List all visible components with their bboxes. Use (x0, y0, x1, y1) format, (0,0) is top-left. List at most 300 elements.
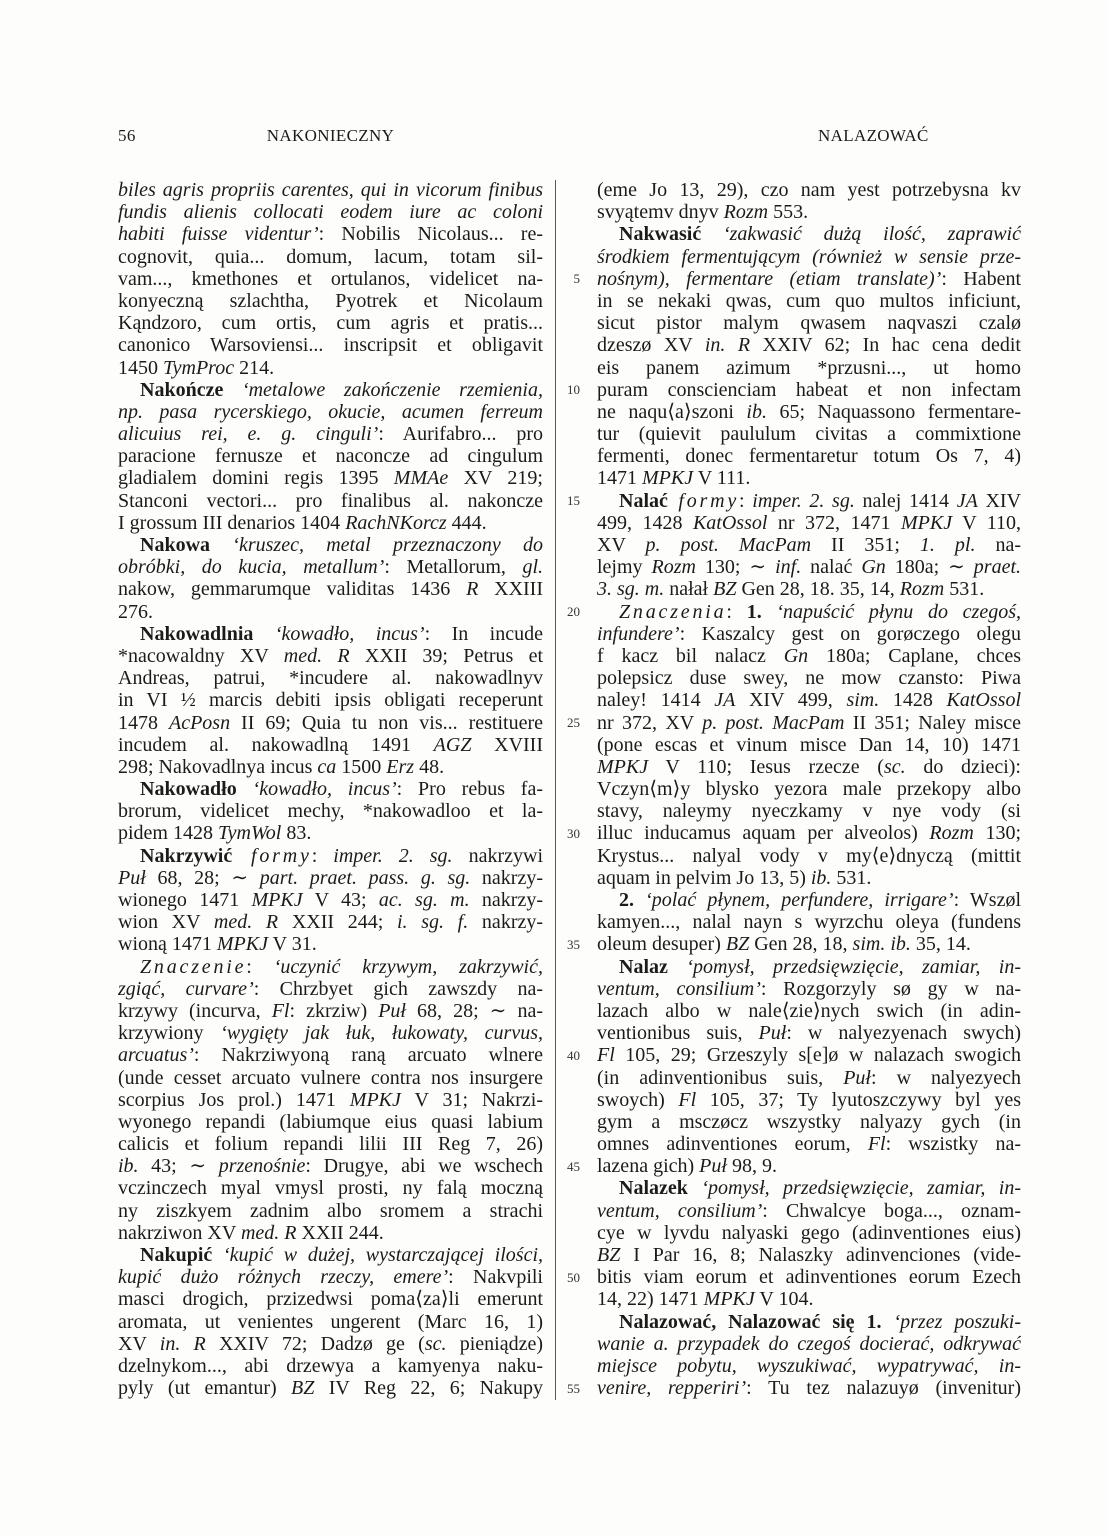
italic-segment: p. post. MacPam (645, 534, 812, 556)
text-segment: 83. (281, 822, 312, 845)
text-segment: V 110, (952, 511, 1021, 534)
text-segment: 43; (138, 1155, 190, 1178)
text-segment: krzywiony (118, 1022, 221, 1045)
italic-segment: TymWol (218, 822, 282, 845)
left-column-line (118, 667, 543, 689)
left-column-line (118, 756, 543, 778)
line-number: 10 (567, 381, 580, 397)
italic-segment: MPKJ (703, 1288, 755, 1311)
text-segment: 68, 28; ∼ na- (405, 999, 543, 1022)
italic-segment: TymProc (163, 356, 235, 379)
right-column-line (597, 800, 1021, 822)
italic-segment: ‘uczynić krzywym, zakrzywić, (273, 955, 543, 978)
text-segment: Krystus... nalyal vody v my⟨e⟩dnyczą (mittit (597, 844, 1021, 867)
line-number: 20 (567, 603, 580, 619)
italic-segment: AGZ (433, 733, 472, 756)
left-column-line (118, 956, 543, 978)
text-segment: 1500 (336, 755, 387, 778)
text-segment: tur (quievit paululum civitas a commixtione (597, 423, 1021, 446)
text-segment: : Chwalcye boga..., oznam- (762, 1199, 1021, 1222)
italic-segment: MPKJ (900, 511, 953, 534)
text-segment: 553. (768, 201, 809, 224)
left-column-line (118, 578, 543, 600)
text-segment: nr 372, 1471 (767, 511, 901, 534)
italic-segment: ‘zakwasić dużą ilość, zaprawić (701, 223, 1021, 246)
left-column-line (118, 911, 543, 933)
text-segment: 130; (973, 822, 1021, 845)
text-segment: : wszistky na- (885, 1133, 1021, 1156)
italic-segment: Gn (861, 556, 886, 579)
right-column-line (597, 601, 1021, 623)
text-segment: XV 219; (448, 467, 543, 490)
spaced-label: Znaczenia (619, 600, 727, 623)
text-segment: XXIII (478, 578, 543, 601)
text-segment: 98, 9. (726, 1155, 777, 1178)
left-column-line (118, 734, 543, 756)
text-segment: nakow, gemmarumque validitas 1436 (118, 578, 467, 601)
italic-segment: ‘pomysł, przedsięwzięcie, zamiar, in- (687, 1177, 1021, 1200)
text-segment: : Nakvpili (448, 1266, 543, 1289)
text-segment: fermenti, donec fermentaretur totum Os 7, 4) (597, 445, 1021, 468)
left-column-line (118, 534, 543, 556)
italic-segment: BZ (597, 1244, 621, 1266)
text-segment: pyly (ut emantur) (118, 1377, 292, 1400)
italic-segment: 3. sg. m. (597, 578, 665, 601)
left-column-line (118, 933, 543, 955)
italic-segment: ∼ praet. (948, 556, 1021, 579)
left-column-line (118, 556, 543, 578)
text-segment: XIV (977, 489, 1021, 512)
text-segment: XV (118, 1332, 160, 1355)
left-column-line (118, 312, 543, 334)
left-column-line (118, 1067, 543, 1089)
italic-segment: med. R (240, 1221, 297, 1244)
text-segment: : Pro rebus fa- (396, 778, 543, 801)
right-column-line (597, 357, 1021, 379)
text-segment: omnes adinventiones eorum, (597, 1133, 868, 1156)
line-number: 45 (567, 1158, 580, 1174)
italic-segment: ib. (118, 1155, 139, 1178)
text-segment: pidem 1428 (118, 822, 218, 845)
right-column-line (597, 889, 1021, 911)
left-column-line (118, 223, 543, 245)
text-segment: nakrzy- (469, 889, 543, 911)
text-segment: Andreas, patrui, *incudere al. nakowadlnyv (118, 667, 543, 690)
italic-segment: MPKJ (597, 755, 649, 778)
italic-segment: AcPosn (168, 711, 231, 734)
italic-segment: MPKJ (251, 889, 303, 911)
line-number: 30 (567, 825, 580, 841)
left-column-line (118, 1266, 543, 1288)
right-column-line (597, 1000, 1021, 1022)
headword: 2. (619, 889, 634, 911)
text-segment: nr 372, XV (597, 711, 703, 734)
italic-segment: JA (714, 689, 736, 712)
text-segment: vczinczech myal vmysl prosti, ny falą moczną (118, 1177, 543, 1200)
text-segment: in se nekaki qwas, cum quo multos inficiunt, (597, 289, 1021, 312)
text-segment: ventionibus suis, (597, 1022, 759, 1045)
text-segment: II 69; Quia tu non vis... restituere (230, 711, 543, 734)
text-segment: XV (597, 534, 646, 556)
running-head-right: NALAZOWAĆ (818, 126, 929, 145)
text-segment: 65; Naquassono fermentare- (766, 400, 1021, 423)
text-segment: 105, 29; Grzeszyly s[e]ø w nalazach swogich (614, 1044, 1021, 1067)
left-column-line (118, 623, 543, 645)
text-segment: wion XV (118, 911, 214, 934)
headword: Nakończe (140, 378, 224, 401)
text-segment: 531. (944, 578, 985, 601)
italic-segment: Rozm (899, 578, 945, 601)
italic-segment: ‘kowadło, incus’ (253, 622, 425, 645)
text-segment: aromata, ut venientes ungerent (Marc 16, 1) (118, 1310, 543, 1333)
left-column-line (118, 445, 543, 467)
left-column-line (118, 689, 543, 711)
right-column-line (597, 911, 1021, 933)
text-segment: ny ziszkyem zadnim albo sromem a strachi (118, 1199, 543, 1222)
right-column-line (597, 689, 1021, 711)
text-segment: XXIV 62; In hac cena dedit (750, 334, 1021, 357)
italic-segment: ‘kupić w dużej, wystarczającej ilości, (212, 1244, 543, 1266)
line-number: 5 (573, 270, 580, 286)
text-segment: puram conscienciam habeat et non infectam (597, 378, 1021, 401)
left-column-line (118, 1177, 543, 1199)
text-segment: (pone escas et vinum misce Dan 14, 10) 1471 (597, 733, 1021, 756)
left-column-line (118, 201, 543, 223)
text-segment: nałał (664, 578, 714, 601)
text-segment: : Wszøl (953, 889, 1021, 911)
italic-segment: gl. (522, 556, 543, 579)
line-number: 50 (567, 1269, 580, 1285)
text-segment: Gen 28, 18, (749, 933, 853, 956)
text-segment: IV Reg 22, 6; Nakupy (314, 1377, 543, 1400)
left-column-line (118, 1022, 543, 1044)
right-column-line (597, 1133, 1021, 1155)
right-column-line (597, 1089, 1021, 1111)
text-segment: 180a; Caplane, chces (808, 644, 1021, 667)
left-column-line (118, 800, 543, 822)
right-column-line (597, 822, 1021, 844)
text-segment: lazach albo w nale⟨zie⟩nych swich (in adin- (597, 999, 1021, 1022)
text-segment: 130; (695, 556, 750, 579)
italic-segment: RachNKorcz (345, 511, 447, 534)
text-segment: V 43; (302, 889, 379, 911)
headword: Nakowadło (140, 778, 237, 801)
italic-segment: sim. (846, 689, 880, 712)
italic-segment: MPKJ (349, 1088, 401, 1111)
left-column-line (118, 268, 543, 290)
left-column-line (118, 401, 543, 423)
italic-segment: ca (317, 755, 337, 778)
italic-segment: np. pasa rycerskiego, okucie, acumen ferreum (118, 400, 543, 423)
text-segment: do dzieci): (905, 755, 1021, 778)
italic-segment: BZ (713, 578, 737, 601)
text-segment: : Nakrziwyoną raną arcuato wlnere (193, 1044, 543, 1067)
italic-segment: ∼ inf. (749, 556, 802, 579)
text-segment: wyonego repandi (labiumque eius quasi labium (118, 1110, 543, 1133)
text-segment: : Chrzbyet gich zawszdy na- (253, 977, 543, 1000)
italic-segment: ‘napuścić płynu do czegoś, (761, 600, 1021, 623)
text-segment: : (739, 489, 753, 512)
left-column-line (118, 290, 543, 312)
text-segment: krzywy (incurva, (118, 999, 272, 1022)
right-column-line (597, 379, 1021, 401)
text-segment: konyeczną szlachtha, Pyotrek et Nicolaum (118, 289, 543, 312)
text-segment: I grossum III denarios 1404 (118, 511, 346, 534)
italic-segment: BZ (725, 933, 750, 956)
text-segment: : Nobilis Nicolaus... re- (318, 223, 543, 246)
text-segment: gladialem domini regis 1395 (118, 467, 394, 490)
text-segment: : Tu tez nalazuyø (invenitur) (746, 1377, 1021, 1400)
right-column-line (597, 246, 1021, 268)
left-column-line (118, 778, 543, 800)
text-segment: brorum, videlicet mechy, *nakowadloo et la- (118, 800, 543, 823)
italic-segment: sc. (424, 1332, 447, 1355)
italic-segment: R (466, 578, 479, 601)
italic-segment: MPKJ (642, 467, 694, 490)
italic-segment: imper. 2. sg. (333, 844, 453, 867)
text-segment: lazena gich) (597, 1155, 700, 1178)
italic-segment: ac. sg. m. (378, 889, 470, 911)
text-segment: na- (975, 534, 1021, 556)
text-segment: nalej 1414 (854, 489, 957, 512)
italic-segment: arcuatus’ (118, 1044, 194, 1067)
text-segment: : Drugye, abi we wschech (305, 1155, 543, 1178)
text-segment: 180a; (885, 556, 949, 579)
italic-segment: Rozm (723, 201, 769, 224)
text-segment: stavy, naleymy nyeczkamy v nye vody (si (597, 800, 1021, 823)
italic-segment: nośnym), fermentare (etiam translate)’ (597, 267, 942, 290)
left-column-line (118, 379, 543, 401)
italic-segment: Fl (597, 1044, 615, 1067)
right-column-line (597, 933, 1021, 955)
text-segment: incudem al. nakowadlną 1491 (118, 733, 434, 756)
text-segment: V 104. (754, 1288, 814, 1311)
text-segment: dzeszø XV (597, 334, 705, 357)
text-segment: XXII 244; (278, 911, 397, 934)
right-column (597, 179, 1021, 1399)
left-column-line (118, 1133, 543, 1155)
text-segment: kamyen..., nalal nayn s wyrzchu oleya (fundens (597, 911, 1021, 934)
italic-segment: sim. ib. (852, 933, 911, 956)
right-column-line (597, 556, 1021, 578)
text-segment: XXIV 72; Dadzø ge ( (205, 1332, 425, 1355)
left-column-line (118, 179, 543, 201)
right-column-line (597, 867, 1021, 889)
text-segment: (eme Jo 13, 29), czo nam yest potrzebysna kv (597, 179, 1021, 201)
left-column-line (118, 1333, 543, 1355)
text-segment: 48. (414, 755, 445, 778)
left-column-line (118, 889, 543, 911)
italic-segment: ventum, consilium’ (597, 977, 761, 1000)
text-segment: *nacowaldny XV (118, 644, 284, 667)
text-segment: (unde cesset arcuato vulnere contra nos insurgere (118, 1066, 543, 1089)
italic-segment: KatOssol (946, 689, 1021, 712)
headword: Nakrzywić (140, 844, 233, 867)
text-segment: dzelnykom..., abi drzewya a kamyenya naku- (118, 1354, 543, 1377)
text-segment: 1471 (597, 467, 642, 490)
left-column-line (118, 867, 543, 889)
italic-segment: Fl (271, 999, 290, 1022)
left-column-line (118, 467, 543, 489)
italic-segment: ∼ przenośnie (189, 1155, 306, 1178)
left-column-line (118, 490, 543, 512)
left-column-line (118, 246, 543, 268)
italic-segment: infundere’ (597, 622, 680, 645)
headword: Nakwasić (619, 223, 702, 246)
italic-segment: Gn (783, 644, 809, 667)
italic-segment: JA (956, 489, 978, 512)
italic-segment: Puł (843, 1066, 871, 1089)
italic-segment: med. R (283, 644, 350, 667)
right-column-line (597, 1067, 1021, 1089)
text-segment: Vczyn⟨m⟩y blysko yezora male przekopy albo (597, 778, 1021, 801)
italic-segment: 1. pl. (919, 534, 976, 556)
italic-segment: ib. (746, 400, 767, 423)
text-segment: naley! 1414 (597, 689, 715, 712)
text-segment: 105, 37; Ty lyutoszczywy byl yes (696, 1088, 1021, 1111)
italic-segment: ‘metalowe zakończenie rzemienia, (223, 378, 543, 401)
italic-segment: ib. (810, 866, 832, 889)
line-number-gutter (556, 179, 580, 1401)
left-column-line (118, 1355, 543, 1377)
text-segment: 276. (118, 600, 153, 623)
right-column-line (597, 1177, 1021, 1199)
line-number: 55 (567, 1380, 580, 1396)
text-segment: polepsicz duse swey, ne mow czansto: Piwa (597, 667, 1021, 690)
text-segment: wionego 1471 (118, 889, 252, 911)
italic-segment: ‘polać płynem, perfundere, irrigare’ (634, 889, 954, 911)
right-column-line (597, 1355, 1021, 1377)
text-segment: canonico Warsoviensi... inscripsit et obligavit (118, 334, 543, 357)
page-number: 56 (118, 126, 136, 145)
text-segment: nalać (801, 556, 862, 579)
right-column-line (597, 645, 1021, 667)
italic-segment: med. R (213, 911, 279, 934)
italic-segment: MMAe (393, 467, 449, 490)
left-column-line (118, 822, 543, 844)
right-column-line (597, 623, 1021, 645)
text-segment: 1428 (879, 689, 947, 712)
spaced-label: Znaczenie (140, 955, 247, 978)
italic-segment: ventum, consilium’ (597, 1199, 763, 1222)
right-column-line (597, 534, 1021, 556)
text-segment: : (726, 600, 747, 623)
italic-segment: biles agris propriis carentes, qui in vicorum finibus (118, 179, 543, 201)
headword: Nalać (619, 489, 668, 512)
italic-segment: obróbki, do kucia, metallum’ (118, 556, 385, 579)
left-column-line (118, 1377, 543, 1399)
text-segment: 35, 14. (910, 933, 971, 956)
italic-segment: ∼ part. praet. pass. g. sg. (231, 866, 471, 889)
text-segment: V 110; Iesus rzecze ( (648, 755, 884, 778)
right-column-line (597, 1200, 1021, 1222)
spaced-label: formy (232, 844, 312, 867)
text-segment: 499, 1428 (597, 511, 693, 534)
text-segment: XIV 499, (735, 689, 847, 712)
italic-segment: Puł (758, 1022, 787, 1045)
text-segment: cye w lyvdu nalyaski gego (adinventiones eius) (597, 1221, 1021, 1244)
text-segment: Gen 28, 18. 35, 14, (736, 578, 900, 601)
text-segment: eis panem azimum *przusni..., ut homo (597, 356, 1021, 379)
right-column-line (597, 512, 1021, 534)
text-segment: ne naqu⟨a⟩szoni (597, 400, 747, 423)
italic-segment: imper. 2. sg. (752, 489, 855, 512)
headword: Nakowadlnia (140, 622, 254, 645)
right-column-line (597, 956, 1021, 978)
right-column-line (597, 312, 1021, 334)
text-segment: : w nalyezyenach swych) (786, 1022, 1021, 1045)
italic-segment: ‘kowadło, incus’ (236, 778, 397, 801)
text-segment: scorpius Jos prol.) 1471 (118, 1088, 350, 1111)
text-segment: 68, 28; (145, 866, 232, 889)
text-segment: wioną 1471 (118, 933, 217, 956)
text-segment: Stanconi vectori... pro finalibus al. nakoncze (118, 489, 543, 512)
italic-segment: p. post. MacPam (702, 711, 845, 734)
italic-segment: Fl (867, 1133, 886, 1156)
right-column-line (597, 1333, 1021, 1355)
left-column-line (118, 423, 543, 445)
text-segment: f kacz bil nalacz (597, 644, 784, 667)
text-segment: nakrziwon XV (118, 1221, 241, 1244)
italic-segment: KatOssol (692, 511, 768, 534)
italic-segment: in. R (704, 334, 751, 357)
left-column-line (118, 1244, 543, 1266)
right-column-line (597, 290, 1021, 312)
right-column-line (597, 445, 1021, 467)
left-column-line (118, 1044, 543, 1066)
running-head-left: NAKONIECZNY (266, 126, 395, 145)
italic-segment: MPKJ (216, 933, 268, 956)
right-column-line (597, 467, 1021, 489)
text-segment: 1450 (118, 356, 163, 379)
text-segment: XXII 39; Petrus et (349, 644, 543, 667)
left-column-line (118, 712, 543, 734)
line-number: 40 (567, 1047, 580, 1063)
left-column-line (118, 845, 543, 867)
right-column-line (597, 1044, 1021, 1066)
left-column-line (118, 1089, 543, 1111)
right-column-line (597, 978, 1021, 1000)
text-segment: illuc inducamus aquam per alveolos) (597, 822, 930, 845)
right-column-line (597, 223, 1021, 245)
left-column-line (118, 1155, 543, 1177)
italic-segment: Erz (386, 755, 415, 778)
line-number: 15 (567, 492, 580, 508)
italic-segment: sc. (883, 755, 906, 778)
text-segment: : Aurifabro... pro (378, 423, 543, 446)
line-number: 35 (567, 936, 580, 952)
right-column-line (597, 401, 1021, 423)
italic-segment: kupić dużo różnych rzeczy, emere’ (118, 1266, 449, 1289)
headword: Nalazek (619, 1177, 688, 1200)
left-column-line (118, 334, 543, 356)
text-segment: II 351; (811, 534, 920, 556)
left-column-line (118, 1111, 543, 1133)
text-segment: I Par 16, 8; Nalaszky adinvenciones (vide- (620, 1244, 1021, 1266)
text-segment: V 31. (267, 933, 317, 956)
right-column-line (597, 268, 1021, 290)
headword: Nakupić (140, 1244, 213, 1266)
italic-segment: venire, repperiri’ (597, 1377, 747, 1400)
italic-segment: Rozm (929, 822, 974, 845)
right-column-line (597, 1266, 1021, 1288)
text-segment: : w nalyezyech (870, 1066, 1021, 1089)
text-segment: calicis et folium repandi lilii III Reg 7, 26) (118, 1133, 543, 1156)
italic-segment: ‘pomysł, przedsięwzięcie, zamiar, in- (667, 955, 1021, 978)
right-column-line (597, 1244, 1021, 1266)
text-segment: nakrzy- (470, 866, 543, 889)
text-segment: in VI ½ marcis debiti ipsis obligati receperunt (118, 689, 543, 712)
